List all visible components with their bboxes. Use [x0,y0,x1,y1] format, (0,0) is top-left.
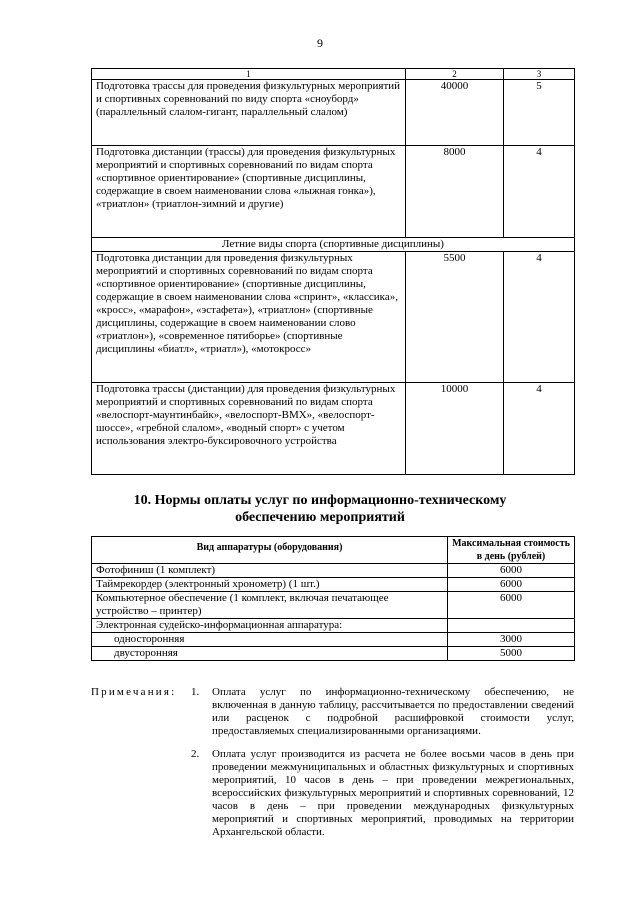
table-row [92,146,575,238]
page-number: 9 [317,36,323,50]
equipment-cost [448,619,575,633]
table-subrow [92,647,575,661]
table-header-row [92,537,575,564]
table-row [92,619,575,633]
column-number-3: 3 [504,69,575,80]
equipment-name: Электронная судейско-информационная аппаратура: [92,619,448,633]
table-row [92,592,575,619]
equipment-cost: 6000 [448,592,575,619]
row-count: 5 [504,80,575,146]
equipment-cost: 5000 [448,647,575,661]
note-item [91,748,574,839]
section-row [92,238,575,252]
equipment-cost: 6000 [448,578,575,592]
row-count: 4 [504,252,575,383]
max-cost-header [448,537,575,564]
heading-line-1: 10. Нормы оплаты услуг по информационно-техническому [133,493,507,508]
row-count: 4 [504,383,575,475]
table-header-row [92,69,575,80]
equipment-type-header: Вид аппаратуры (оборудования) [92,537,448,564]
equipment-subtype-name: односторонняя [92,633,448,647]
note-item [91,686,574,738]
equipment-name: Фотофиниш (1 комплект) [92,564,448,578]
row-description: Подготовка дистанции для проведения физкультурных мероприятий и спортивных соревнований по видам спорта «спортивное ориентирование» (спортивные дисциплины, содержащие в своем наименовании слова «спринт», «классика», «кросс», «марафон», «эстафета»), «триатлон» (спортивные дисциплины, содержащие в своем наименовании слово «триатлон»), «современное пятиборье» (спортивные дисциплины «биатл», «триатл»), «мотокросс» [92,252,406,383]
table-row [92,252,575,383]
notes-section [91,686,574,839]
note-number: 1. [191,686,200,698]
table-subrow [92,633,575,647]
column-number-1: 1 [92,69,406,80]
note-number: 2. [191,748,200,760]
section-10-heading [0,492,640,526]
row-value: 5500 [406,252,504,383]
row-description: Подготовка дистанции (трассы) для проведения физкультурных мероприятий и спортивных соревнований по видам спорта «спортивное ориентирование» (спортивные дисциплины, содержащие в своем наименовании слова «лыжная гонка»), «триатлон» (триатлон-зимний и другие) [92,146,406,238]
note-text: Оплата услуг по информационно-техническому обеспечению, не включенная в данную таблицу, рассчитывается по предоставлении сведений или расценок с подробной расшифровкой стоимости услуг, предоставляемых специализированными организациями. [212,686,574,737]
equipment-subtype-name: двусторонняя [92,647,448,661]
section-title: Летние виды спорта (спортивные дисциплины) [92,238,575,252]
column-number-2: 2 [406,69,504,80]
table-row [92,80,575,146]
row-description: Подготовка трассы (дистанции) для проведения физкультурных мероприятий и спортивных соревнований по видам спорта «велоспорт-маунтинбайк», «велоспорт-BMX», «велоспорт-шоссе», «гребной слалом», «водный спорт» с учетом использования электро-буксировочного устройства [92,383,406,475]
notes-label: Примечания: [91,686,177,698]
sports-track-norms-table [91,68,575,475]
max-cost-header-line-2: в день (рублей) [476,551,546,562]
row-value: 8000 [406,146,504,238]
row-value: 10000 [406,383,504,475]
table-row [92,383,575,475]
equipment-cost: 3000 [448,633,575,647]
equipment-cost-table [91,536,575,661]
row-value: 40000 [406,80,504,146]
equipment-name: Таймрекордер (электронный хронометр) (1 шт.) [92,578,448,592]
equipment-cost: 6000 [448,564,575,578]
table-row [92,564,575,578]
max-cost-header-line-1: Максимальная стоимость [452,538,570,549]
note-text: Оплата услуг производится из расчета не более восьми часов в день при проведении межмуниципальных и областных физкультурных и спортивных мероприятий, 10 часов в день – при проведении межрегиональных, всероссийских физкультурных мероприятий и спортивных соревнований, 12 часов в день – при проведении международных физкультурных мероприятий и спортивных мероприятий, проводимых на территории Архангельской области. [212,748,574,838]
heading-line-2: обеспечению мероприятий [235,510,405,525]
row-count: 4 [504,146,575,238]
table-row [92,578,575,592]
equipment-name: Компьютерное обеспечение (1 комплект, включая печатающее устройство – принтер) [92,592,448,619]
row-description: Подготовка трассы для проведения физкультурных мероприятий и спортивных соревнований по виду спорта «сноуборд» (параллельный слалом-гигант, параллельный слалом) [92,80,406,146]
